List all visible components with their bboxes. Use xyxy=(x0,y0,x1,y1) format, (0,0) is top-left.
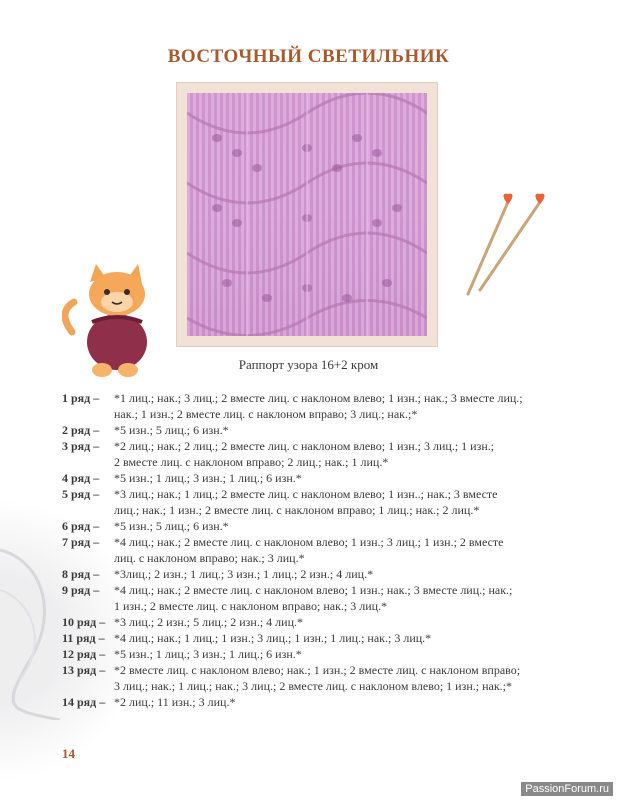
knit-pattern-photo xyxy=(187,93,427,336)
row-text-line: *5 изн.; 1 лиц.; 3 изн.; 1 лиц.; 6 изн.* xyxy=(114,471,302,485)
row-text xyxy=(114,646,602,662)
instruction-row xyxy=(62,470,602,486)
instruction-row xyxy=(62,390,602,422)
row-label: 11 ряд – xyxy=(62,631,105,645)
row-label: 14 ряд – xyxy=(62,695,106,709)
row-text xyxy=(114,390,602,422)
cat-illustration-icon xyxy=(62,262,162,382)
row-text-line: *2 вместе лиц. с наклоном влево; нак.; 1 изн.; 2 вместе лиц. с наклоном вправо; xyxy=(114,663,521,677)
instruction-row xyxy=(62,646,602,662)
row-text xyxy=(114,694,602,710)
instruction-row xyxy=(62,662,602,694)
row-text-line: *3лиц.; 2 изн.; 1 лиц.; 3 изн.; 1 лиц.; 2 изн.; 4 лиц.* xyxy=(114,567,374,581)
row-text-line: 3 лиц.; нак.; 1 лиц.; нак.; 3 лиц.; 2 вместе лиц. с наклоном влево; 1 изн.; нак.;* xyxy=(114,679,512,693)
page-number: 14 xyxy=(62,746,75,761)
row-text xyxy=(114,486,602,518)
page-title: ВОСТОЧНЫЙ СВЕТИЛЬНИК xyxy=(167,46,450,67)
pattern-photo-frame xyxy=(177,83,437,346)
row-text-line: 1 изн.; 2 вместе лиц. с наклоном вправо; нак.; 3 лиц.* xyxy=(114,599,388,613)
row-label: 5 ряд – xyxy=(62,487,100,501)
row-text xyxy=(114,438,602,470)
row-text-line: *3 лиц.; нак.; 1 лиц.; 2 вместе лиц. с наклоном влево; 1 изн..; нак.; 3 вместе xyxy=(114,487,498,501)
knitting-instructions xyxy=(62,390,602,710)
instruction-row xyxy=(62,534,602,566)
row-label: 6 ряд – xyxy=(62,519,100,533)
instruction-row xyxy=(62,582,602,614)
row-label: 3 ряд – xyxy=(62,439,100,453)
row-text-line: *3 лиц.; 2 изн.; 5 лиц.; 2 изн.; 4 лиц.* xyxy=(114,615,303,629)
instruction-row xyxy=(62,694,602,710)
row-label: 2 ряд – xyxy=(62,423,100,437)
knitting-needles-icon xyxy=(460,190,560,300)
instruction-row xyxy=(62,438,602,470)
instruction-row xyxy=(62,614,602,630)
row-text xyxy=(114,662,602,694)
row-text-line: *4 лиц.; нак.; 1 лиц.; 1 изн.; 3 лиц.; 1 изн.; 1 лиц.; нак.; 3 лиц.* xyxy=(114,631,432,645)
row-label: 4 ряд – xyxy=(62,471,100,485)
row-text xyxy=(114,470,602,486)
row-label: 9 ряд – xyxy=(62,583,100,597)
site-watermark: PassionForum.ru xyxy=(521,782,613,796)
row-text xyxy=(114,566,602,582)
instruction-row xyxy=(62,518,602,534)
row-text xyxy=(114,630,602,646)
instruction-row xyxy=(62,630,602,646)
row-text-line: лиц. с наклоном вправо; нак.; 3 лиц.* xyxy=(114,551,305,565)
row-label: 10 ряд – xyxy=(62,615,106,629)
instruction-row xyxy=(62,486,602,518)
row-text-line: нак.; 1 изн.; 2 вместе лиц. с наклоном вправо; 3 лиц.; нак.;* xyxy=(114,407,418,421)
row-text-line: 2 вместе лиц. с наклоном вправо; 2 лиц.; нак.; 1 лиц.* xyxy=(114,455,389,469)
row-text-line: *5 изн.; 1 лиц.; 3 изн.; 1 лиц.; 6 изн.* xyxy=(114,647,302,661)
row-text-line: *4 лиц.; нак.; 2 вместе лиц. с наклоном влево; 1 изн.; нак.; 3 вместе лиц.; нак.; xyxy=(114,583,513,597)
row-label: 8 ряд – xyxy=(62,567,100,581)
instruction-row xyxy=(62,566,602,582)
pattern-caption: Раппорт узора 16+2 кром xyxy=(238,357,379,372)
row-label: 1 ряд – xyxy=(62,391,100,405)
row-text xyxy=(114,422,602,438)
row-text xyxy=(114,582,602,614)
row-text-line: *1 лиц.; нак.; 3 лиц.; 2 вместе лиц. с наклоном влево; 1 изн.; нак.; 3 вместе лиц.; xyxy=(114,391,523,405)
row-text-line: *2 лиц.; нак.; 2 лиц.; 2 вместе лиц. с наклоном влево; 1 изн.; 3 лиц.; 1 изн.; xyxy=(114,439,495,453)
row-text-line: *5 изн.; 5 лиц.; 6 изн.* xyxy=(114,519,229,533)
row-label: 12 ряд – xyxy=(62,647,106,661)
row-text xyxy=(114,518,602,534)
row-text-line: *4 лиц.; нак.; 2 вместе лиц. с наклоном влево; 1 изн.; 3 лиц.; 1 изн.; 2 вместе xyxy=(114,535,504,549)
row-text-line: лиц.; нак.; 1 изн.; 2 вместе лиц. с наклоном вправо; 1 лиц.; нак.; 2 лиц.* xyxy=(114,503,480,517)
row-label: 13 ряд – xyxy=(62,663,106,677)
row-text xyxy=(114,534,602,566)
row-text-line: *5 изн.; 5 лиц.; 6 изн.* xyxy=(114,423,229,437)
row-label: 7 ряд – xyxy=(62,535,100,549)
instruction-row xyxy=(62,422,602,438)
row-text-line: *2 лиц.; 11 изн.; 3 лиц.* xyxy=(114,695,236,709)
row-text xyxy=(114,614,602,630)
